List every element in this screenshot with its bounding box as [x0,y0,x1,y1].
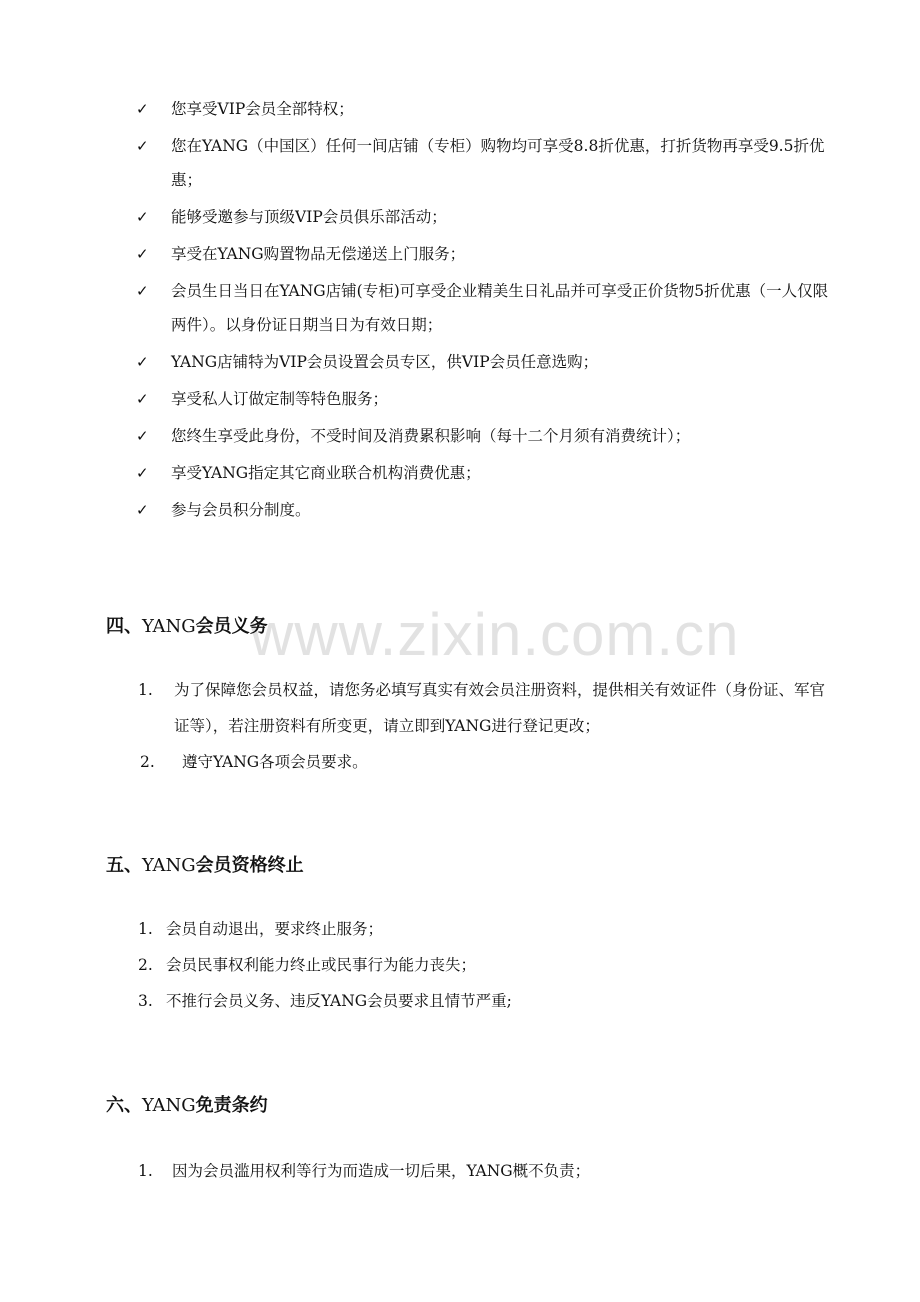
list-item-text: 会员自动退出，要求终止服务； [166,920,384,938]
obligations-list [138,672,828,780]
item-number: 1. [138,681,153,699]
section-brand: YANG [142,1095,196,1116]
list-item-text: 遵守YANG各项会员要求。 [182,753,368,771]
section-heading-termination [106,854,304,878]
list-item [138,947,838,983]
list-item-text: 因为会员滥用权利等行为而造成一切后果，YANG概不负责； [172,1162,591,1180]
list-item [136,92,836,126]
list-item [138,1153,838,1189]
section-heading-disclaimer [106,1094,268,1118]
list-item-text: 不推行会员义务、违反YANG会员要求且情节严重; [166,992,512,1010]
checkmark-icon: ✓ [136,245,149,263]
list-item [136,419,836,453]
item-number: 3. [138,992,153,1010]
item-number: 2. [140,753,155,771]
list-item [136,274,836,342]
item-number: 2. [138,956,153,974]
list-item [136,456,836,490]
list-item [136,200,836,234]
list-item [136,345,836,379]
section-title: 会员资格终止 [195,855,304,876]
list-item-text: 您享受VIP会员全部特权； [171,100,354,118]
list-item [138,983,838,1019]
list-item-text: 享受在YANG购置物品无偿递送上门服务； [171,245,466,263]
section-number: 六、 [106,1095,142,1116]
checkmark-icon: ✓ [136,464,149,482]
list-item-text: 参与会员积分制度。 [171,501,311,519]
section-title: 会员义务 [195,616,268,637]
section-heading-obligations [106,615,268,639]
checkmark-icon: ✓ [136,100,149,118]
list-item-text: 享受私人订做定制等特色服务； [171,390,389,408]
list-item [136,493,836,527]
checkmark-icon: ✓ [136,501,149,519]
list-item-text: 会员民事权利能力终止或民事行为能力丧失； [166,956,477,974]
section-brand: YANG [142,616,196,637]
list-item [136,129,836,197]
item-number: 1. [138,920,153,938]
disclaimer-list [138,1153,838,1189]
checkmark-icon: ✓ [136,390,149,408]
privilege-list [136,92,836,530]
section-number: 四、 [106,616,142,637]
checkmark-icon: ✓ [136,282,149,300]
list-item [136,382,836,416]
list-item-text: YANG店铺特为VIP会员设置会员专区，供VIP会员任意选购； [171,353,599,371]
watermark: www.zixin.com.cn [250,601,740,668]
list-item-text: 享受YANG指定其它商业联合机构消费优惠； [171,464,481,482]
checkmark-icon: ✓ [136,208,149,226]
list-item-text: 为了保障您会员权益，请您务必填写真实有效会员注册资料，提供相关有效证件（身份证、军官证等），若注册资料有所变更，请立即到YANG进行登记更改； [174,681,826,735]
item-number: 1. [138,1162,153,1180]
section-brand: YANG [142,855,196,876]
termination-list [138,911,838,1019]
checkmark-icon: ✓ [136,353,149,371]
section-number: 五、 [106,855,142,876]
section-title: 免责条约 [195,1095,268,1116]
list-item [136,237,836,271]
list-item-text: 您在YANG（中国区）任何一间店铺（专柜）购物均可享受8.8折优惠，打折货物再享受9.5折优惠； [171,137,825,189]
list-item-text: 会员生日当日在YANG店铺(专柜)可享受企业精美生日礼品并可享受正价货物5折优惠（一人仅限两件）。以身份证日期当日为有效日期； [171,282,829,334]
list-item [138,672,828,744]
list-item-text: 能够受邀参与顶级VIP会员俱乐部活动； [171,208,447,226]
list-item [138,911,838,947]
checkmark-icon: ✓ [136,137,149,155]
checkmark-icon: ✓ [136,427,149,445]
list-item [140,744,828,780]
list-item-text: 您终生享受此身份，不受时间及消费累积影响（每十二个月须有消费统计）； [171,427,691,445]
